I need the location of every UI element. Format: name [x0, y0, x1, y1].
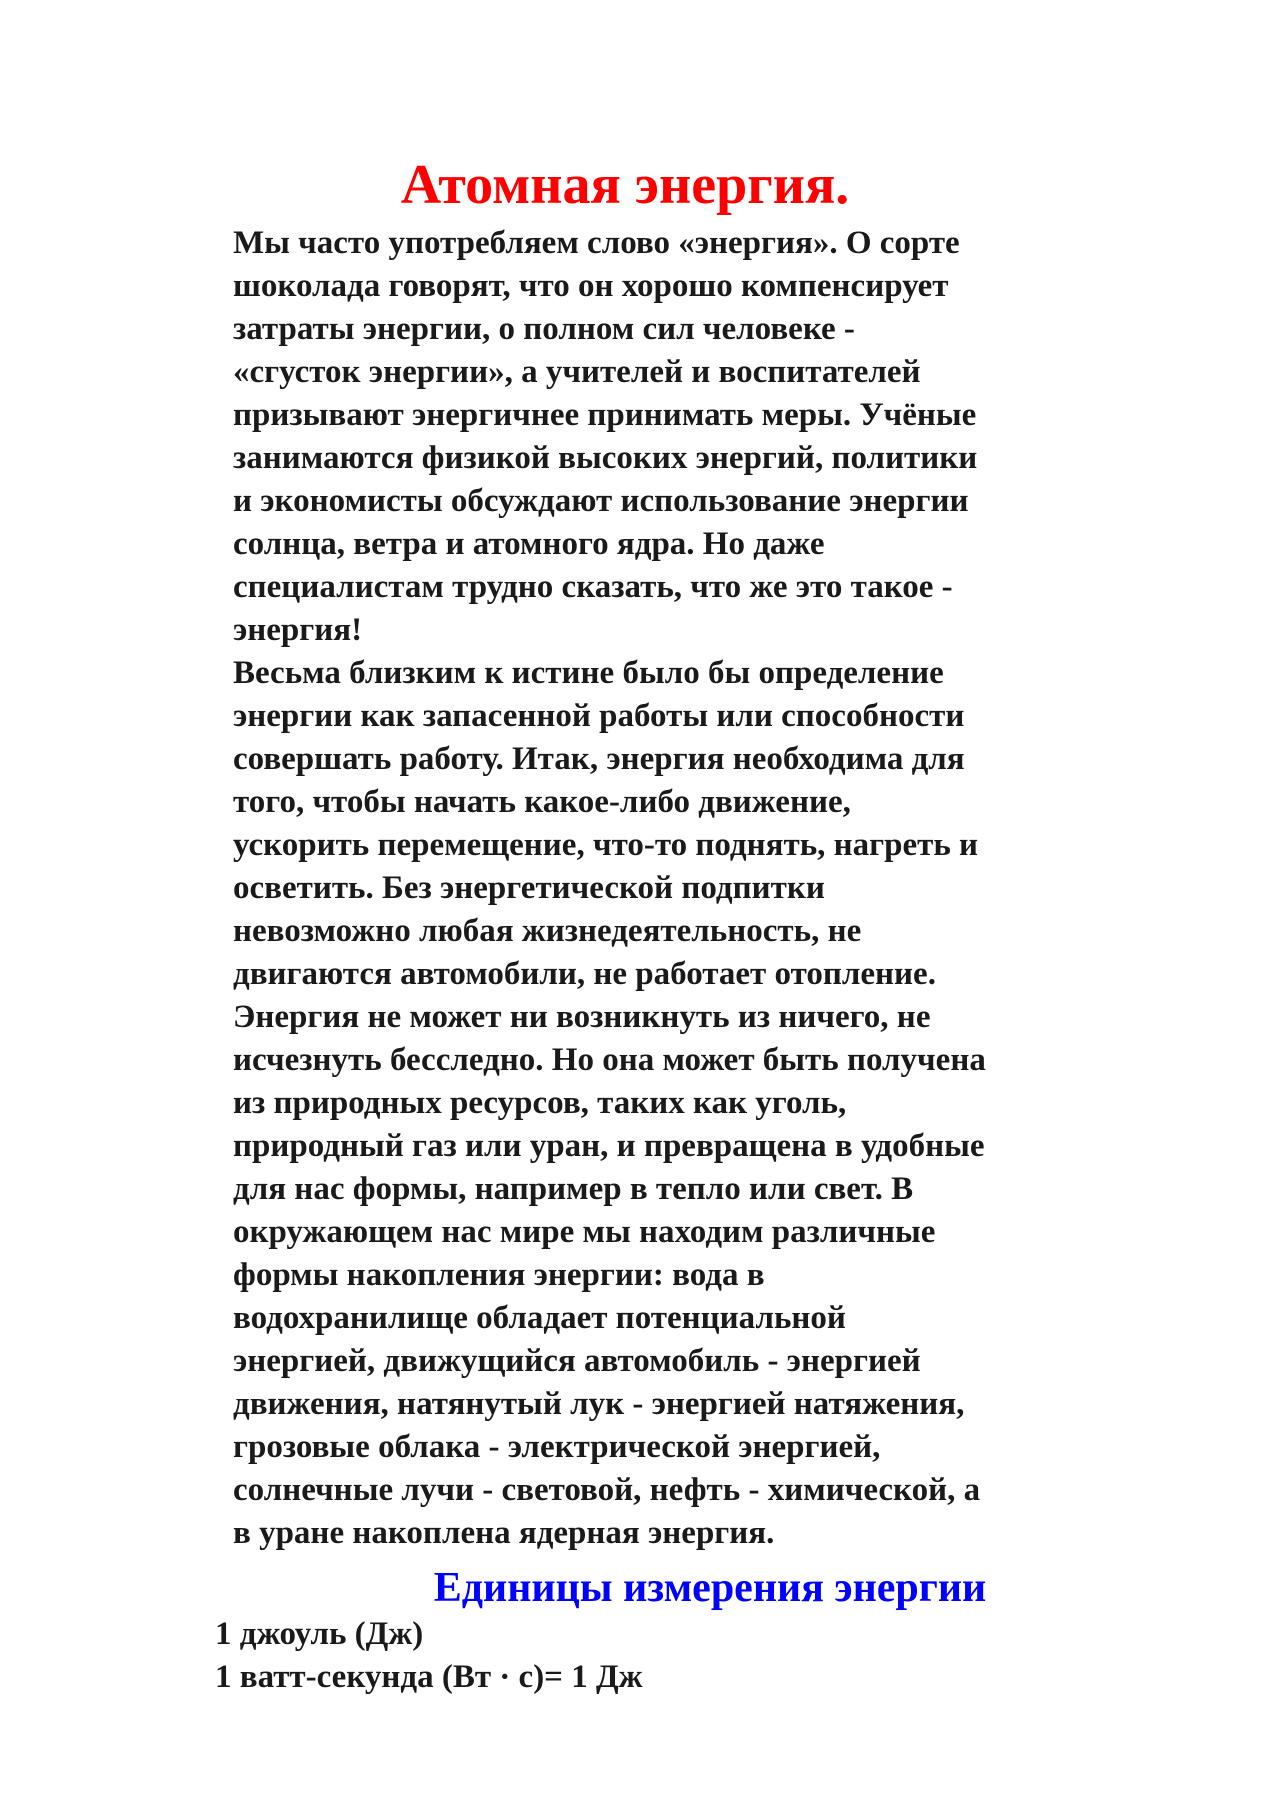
text-line: водохранилище обладает потенциальной [233, 1300, 846, 1336]
text-line: солнца, ветра и атомного ядра. Но даже [233, 526, 825, 562]
text-line: невозможно любая жизнедеятельность, не [233, 913, 862, 949]
document-body [193, 222, 1093, 1555]
section-subtitle: Единицы измерения энергии [433, 1565, 987, 1611]
text-line: и экономисты обсуждают использование энергии [233, 483, 969, 519]
text-line: двигаются автомобили, не работает отопление. [233, 956, 936, 992]
text-line: «сгусток энергии», а учителей и воспитателей [233, 354, 921, 390]
paragraph-1 [193, 222, 1093, 652]
text-line: природный газ или уран, и превращена в удобные [233, 1128, 985, 1164]
text-line: для нас формы, например в тепло или свет. В [233, 1171, 914, 1207]
unit-item: 1 джоуль (Дж) [215, 1616, 424, 1652]
text-line: занимаются физикой высоких энергий, политики [233, 440, 978, 476]
unit-item: 1 ватт-секунда (Вт · с)= 1 Дж [215, 1659, 643, 1695]
text-line: из природных ресурсов, таких как уголь, [233, 1085, 847, 1121]
units-list [215, 1613, 643, 1699]
text-line: формы накопления энергии: вода в [233, 1257, 765, 1293]
text-line: того, чтобы начать какое-либо движение, [233, 784, 851, 820]
text-line: специалистам трудно сказать, что же это такое - [233, 569, 953, 605]
text-line: исчезнуть бесследно. Но она может быть получена [233, 1042, 986, 1078]
text-line: движения, натянутый лук - энергией натяжения, [233, 1386, 965, 1422]
text-line: энергия! [233, 612, 363, 648]
text-line: энергией, движущийся автомобиль - энергией [233, 1343, 921, 1379]
text-line: шоколада говорят, что он хорошо компенсирует [233, 268, 949, 304]
text-line: совершать работу. Итак, энергия необходима для [233, 741, 965, 777]
text-line: Мы часто употребляем слово «энергия». О сорте [233, 225, 960, 261]
text-line: Энергия не может ни возникнуть из ничего, не [233, 999, 931, 1035]
paragraph-2 [193, 652, 1093, 1555]
text-line: окружающем нас мире мы находим различные [233, 1214, 936, 1250]
text-line: энергии как запасенной работы или способности [233, 698, 965, 734]
document-title: Атомная энергия. [400, 154, 850, 216]
text-line: грозовые облака - электрической энергией, [233, 1429, 881, 1465]
text-line: в уране накоплена ядерная энергия. [233, 1515, 775, 1551]
text-line: Весьма близким к истине было бы определение [233, 655, 944, 691]
text-line: призывают энергичнее принимать меры. Учёные [233, 397, 977, 433]
text-line: затраты энергии, о полном сил человеке - [233, 311, 855, 347]
text-line: осветить. Без энергетической подпитки [233, 870, 825, 906]
text-line: солнечные лучи - световой, нефть - химической, а [233, 1472, 981, 1508]
text-line: ускорить перемещение, что-то поднять, нагреть и [233, 827, 979, 863]
